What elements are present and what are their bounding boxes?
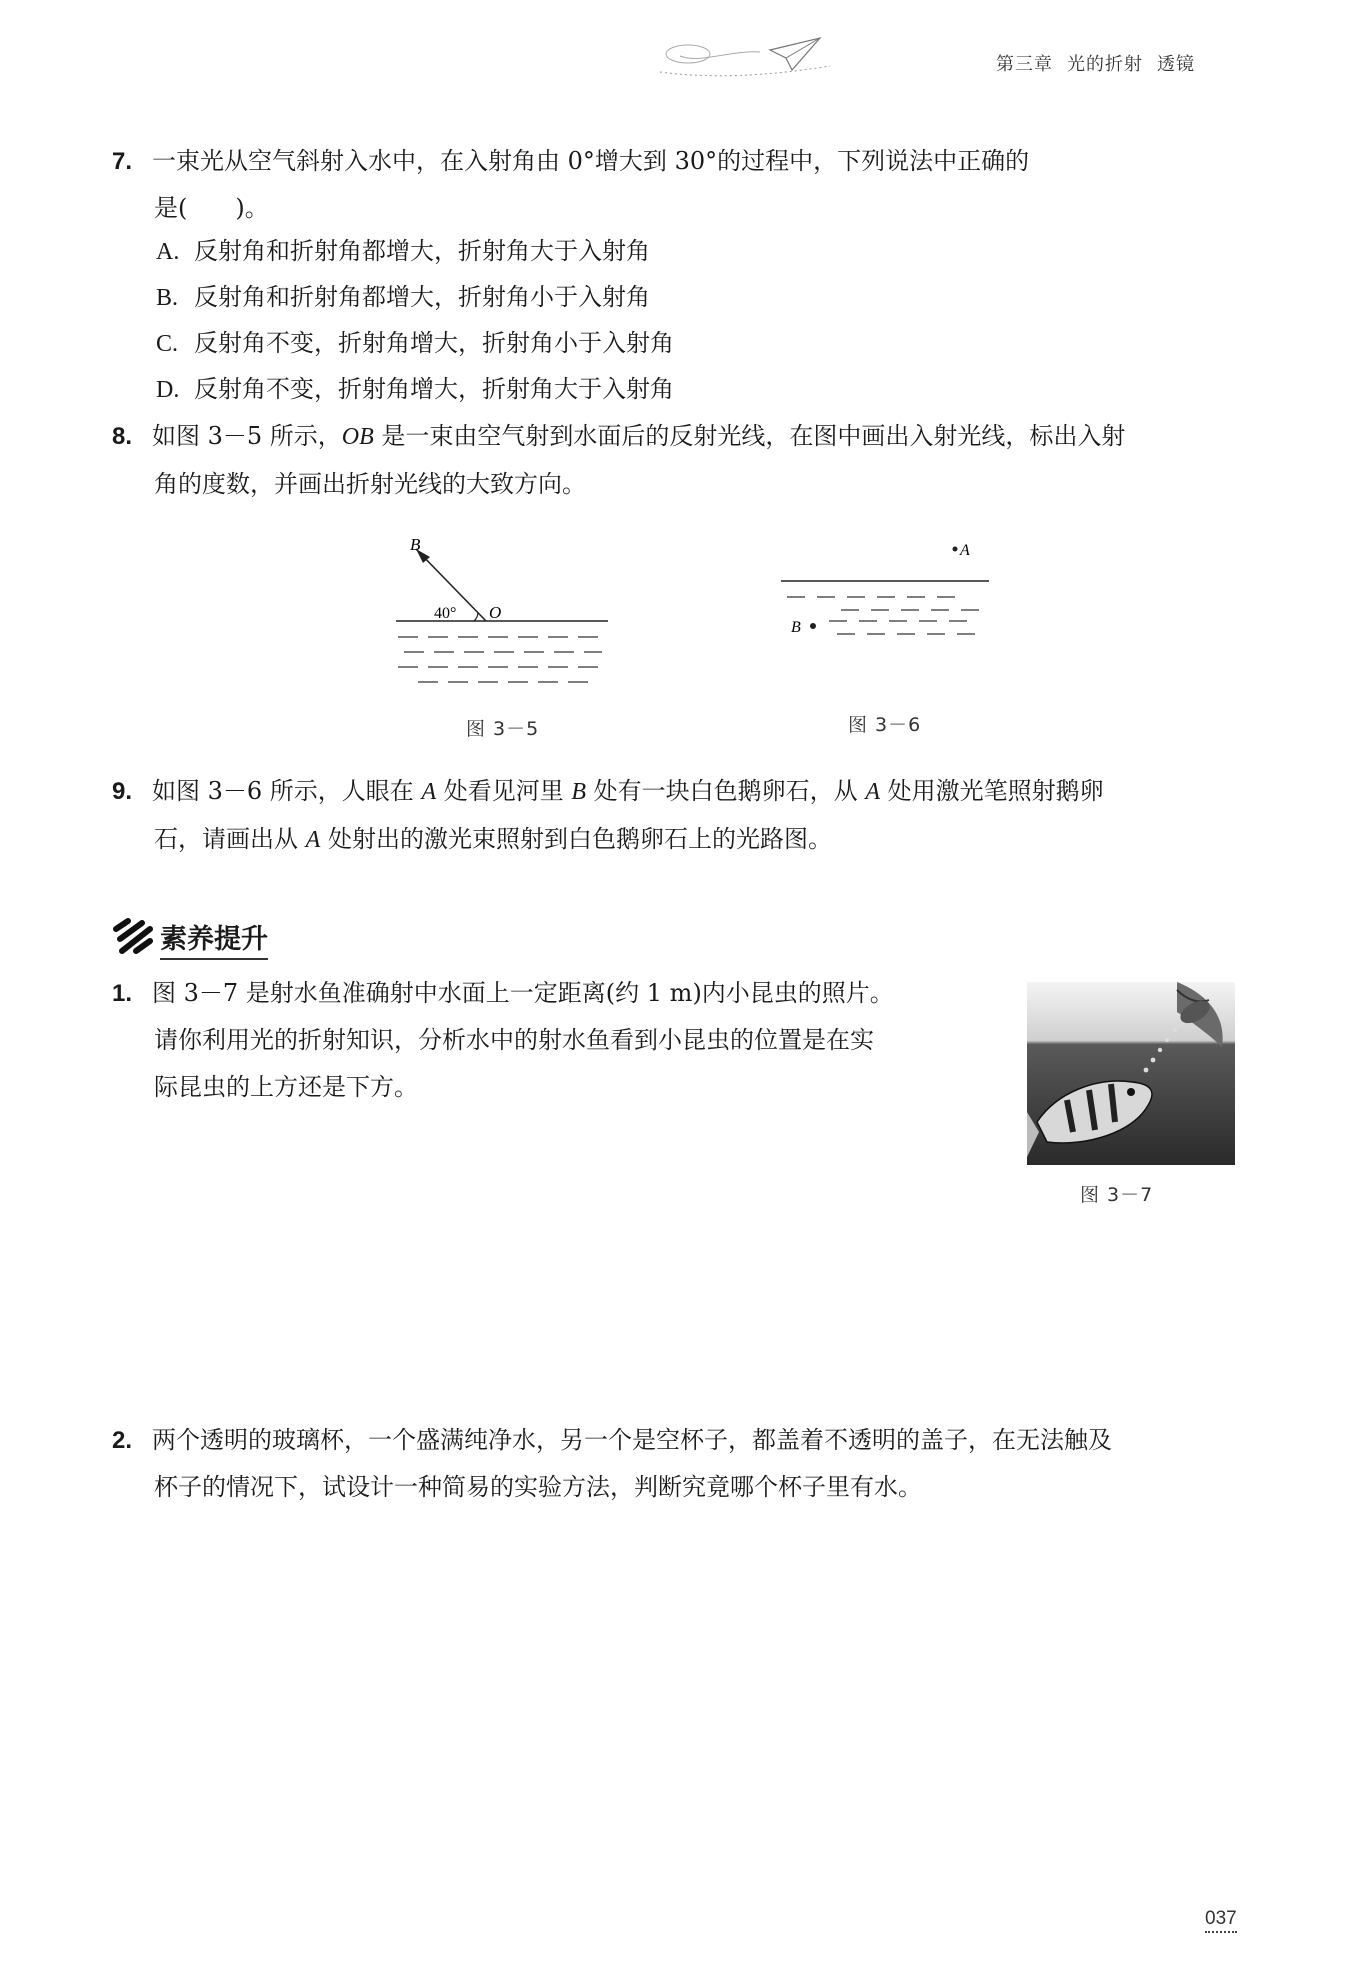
variable-ob: OB bbox=[341, 424, 374, 450]
section-zigzag-icon bbox=[112, 917, 154, 955]
question-7 bbox=[112, 138, 1242, 232]
option-letter: A. bbox=[156, 239, 180, 265]
option-letter: D. bbox=[156, 377, 180, 403]
chapter-number: 第三章 bbox=[996, 54, 1053, 75]
section-title: 素养提升 bbox=[160, 917, 268, 960]
question-9 bbox=[112, 768, 1242, 864]
question-text: 石，请画出从 bbox=[154, 825, 306, 853]
question-number: 8. bbox=[112, 423, 133, 450]
question-text: 增大到 bbox=[594, 147, 675, 175]
question-text: 是( )。 bbox=[154, 194, 269, 222]
point-a bbox=[953, 547, 958, 552]
question-text: 两个透明的玻璃杯，一个盛满纯净水，另一个是空杯子，都盖着不透明的盖子，在无法触及 bbox=[152, 1426, 1112, 1454]
figure-caption: 图 3－5 bbox=[466, 718, 540, 740]
option-text: 反射角不变，折射角增大，折射角大于入射角 bbox=[194, 375, 674, 403]
question-text: 如图 3－5 所示， bbox=[152, 422, 342, 450]
angle-arc bbox=[474, 612, 478, 621]
question-text: 际昆虫的上方还是下方。 bbox=[154, 1073, 418, 1101]
paper-plane-icon bbox=[660, 30, 990, 90]
figure-caption: 图 3－6 bbox=[848, 714, 922, 736]
label-b: B bbox=[410, 535, 421, 554]
variable-a: A bbox=[305, 827, 321, 853]
question-text: 如图 3－6 所示，人眼在 bbox=[152, 777, 422, 805]
question-text: 图 3－7 是射水鱼准确射中水面上一定距离(约 1 m)内小昆虫的照片。 bbox=[152, 979, 894, 1007]
figure-3-6 bbox=[775, 535, 995, 645]
water-waves bbox=[398, 637, 602, 682]
figure-caption: 图 3－7 bbox=[1080, 1184, 1154, 1206]
option-letter: B. bbox=[156, 285, 179, 311]
question-text: 处有一块白色鹅卵石，从 bbox=[586, 777, 866, 805]
chapter-subtitle: 透镜 bbox=[1157, 54, 1195, 75]
option-a bbox=[156, 228, 650, 275]
exercise-1 bbox=[112, 970, 1012, 1111]
angle-value: 0° bbox=[567, 147, 595, 175]
question-text: 处射出的激光束照射到白色鹅卵石上的光路图。 bbox=[320, 825, 832, 853]
chapter-title: 光的折射 bbox=[1067, 54, 1143, 75]
question-8 bbox=[112, 413, 1242, 508]
angle-label: 40° bbox=[434, 605, 457, 622]
label-o: O bbox=[489, 603, 502, 622]
label-b: B bbox=[791, 619, 801, 636]
question-text: 一束光从空气斜射入水中，在入射角由 bbox=[152, 147, 568, 175]
question-text: 杯子的情况下，试设计一种简易的实验方法，判断究竟哪个杯子里有水。 bbox=[154, 1473, 922, 1501]
question-number: 1. bbox=[112, 980, 133, 1007]
page-number: 037 bbox=[1205, 1908, 1237, 1933]
chapter-header bbox=[996, 50, 1195, 76]
question-text: 处看见河里 bbox=[436, 777, 572, 805]
option-b bbox=[156, 274, 650, 321]
angle-value: 30° bbox=[674, 147, 718, 175]
variable-b: B bbox=[571, 779, 587, 805]
question-number: 9. bbox=[112, 778, 133, 805]
variable-a: A bbox=[421, 779, 437, 805]
question-number: 2. bbox=[112, 1427, 133, 1454]
option-letter: C. bbox=[156, 331, 179, 357]
option-text: 反射角和折射角都增大，折射角大于入射角 bbox=[194, 237, 650, 265]
exercise-2 bbox=[112, 1417, 1242, 1511]
question-text: 处用激光笔照射鹅卵 bbox=[879, 777, 1104, 805]
question-text: 是一束由空气射到水面后的反射光线，在图中画出入射光线，标出入射 bbox=[373, 422, 1126, 450]
point-b bbox=[810, 623, 816, 629]
question-text: 请你利用光的折射知识，分析水中的射水鱼看到小昆虫的位置是在实 bbox=[154, 1026, 874, 1054]
question-text: 角的度数，并画出折射光线的大致方向。 bbox=[154, 470, 586, 498]
question-text: 的过程中，下列说法中正确的 bbox=[717, 147, 1030, 175]
archer-fish-photo bbox=[1027, 982, 1235, 1165]
option-c bbox=[156, 320, 674, 367]
question-number: 7. bbox=[112, 148, 133, 175]
figure-3-5 bbox=[390, 535, 620, 695]
option-d bbox=[156, 366, 674, 413]
option-text: 反射角和折射角都增大，折射角小于入射角 bbox=[194, 283, 650, 311]
label-a: A bbox=[960, 542, 970, 559]
variable-a: A bbox=[865, 779, 880, 805]
option-text: 反射角不变，折射角增大，折射角小于入射角 bbox=[194, 329, 674, 357]
water-waves bbox=[787, 597, 979, 634]
